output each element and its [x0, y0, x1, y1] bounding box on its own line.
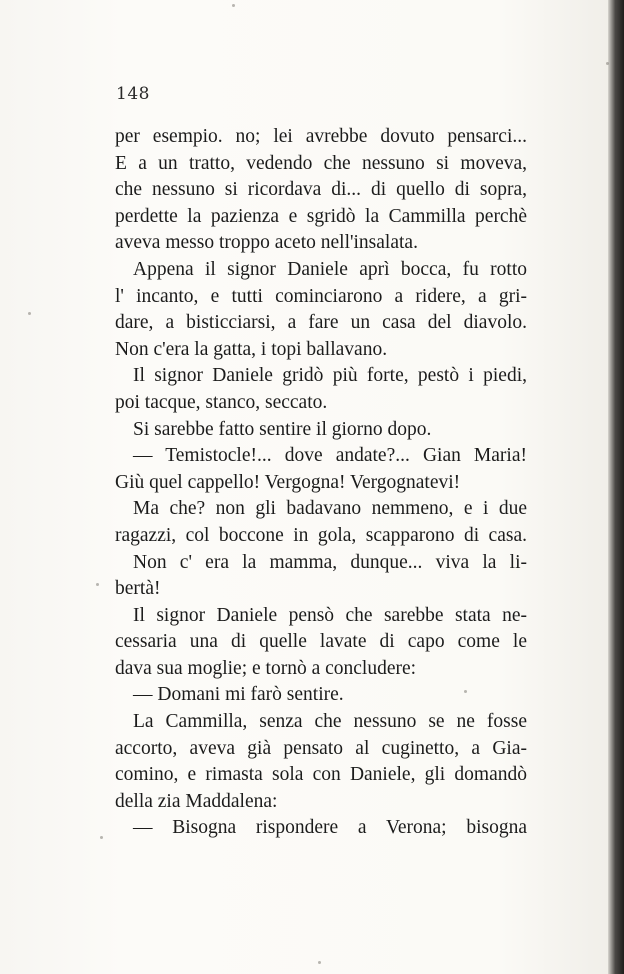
- paper-speck: [464, 690, 467, 693]
- text-line: Il signor Daniele pensò che sarebbe stata ne-: [133, 604, 527, 626]
- paper-speck: [232, 4, 235, 7]
- text-line: Non c' era la mamma, dunque... viva la li-: [133, 551, 527, 573]
- text-line: Appena il signor Daniele aprì bocca, fu rotto: [133, 258, 527, 280]
- text-line: Si sarebbe fatto sentire il giorno dopo.: [133, 418, 432, 440]
- paper-speck: [28, 312, 31, 315]
- paper-speck: [96, 583, 99, 586]
- body-text: [115, 124, 527, 842]
- text-line: l' incanto, e tutti cominciarono a ridere, a gri-: [115, 285, 527, 307]
- text-line: — Domani mi farò sentire.: [133, 684, 344, 706]
- text-line: Giù quel cappello! Vergogna! Vergognatevi!: [115, 471, 461, 493]
- text-line: — Temistocle!... dove andate?... Gian Maria!: [133, 445, 527, 467]
- text-line: dare, a bisticciarsi, a fare un casa del diavolo.: [115, 312, 527, 334]
- text-line: aveva messo troppo aceto nell'insalata.: [115, 232, 418, 254]
- text-line: per esempio. no; lei avrebbe dovuto pensarci...: [115, 126, 527, 147]
- text-line: Ma che? non gli badavano nemmeno, e i due: [133, 498, 527, 520]
- paper-speck: [318, 961, 321, 964]
- paper-speck: [606, 62, 609, 65]
- text-line: accorto, aveva già pensato al cuginetto, a Gia-: [115, 737, 527, 759]
- text-line: — Bisogna rispondere a Verona; bisogna: [133, 817, 527, 839]
- text-line: La Cammilla, senza che nessuno se ne fosse: [133, 711, 527, 733]
- text-line: ragazzi, col boccone in gola, scapparono di casa.: [115, 524, 527, 546]
- paper-speck: [100, 836, 103, 839]
- page-number: 148: [116, 84, 150, 104]
- text-line: perdette la pazienza e sgridò la Cammilla perchè: [115, 205, 527, 227]
- text-line: poi tacque, stanco, seccato.: [115, 391, 328, 413]
- text-line: Non c'era la gatta, i topi ballavano.: [115, 338, 388, 360]
- text-line: Il signor Daniele gridò più forte, pestò i piedi,: [133, 365, 527, 387]
- text-line: E a un tratto, vedendo che nessuno si moveva,: [115, 152, 527, 174]
- text-line: dava sua moglie; e tornò a concludere:: [115, 657, 417, 679]
- text-line: cessaria una di quelle lavate di capo come le: [115, 631, 527, 653]
- binding-edge: [608, 0, 624, 974]
- text-line: che nessuno si ricordava di... di quello di sopra,: [115, 179, 527, 201]
- text-line: comino, e rimasta sola con Daniele, gli domandò: [115, 764, 527, 786]
- text-line: della zia Maddalena:: [115, 790, 278, 812]
- text-line: bertà!: [115, 578, 161, 600]
